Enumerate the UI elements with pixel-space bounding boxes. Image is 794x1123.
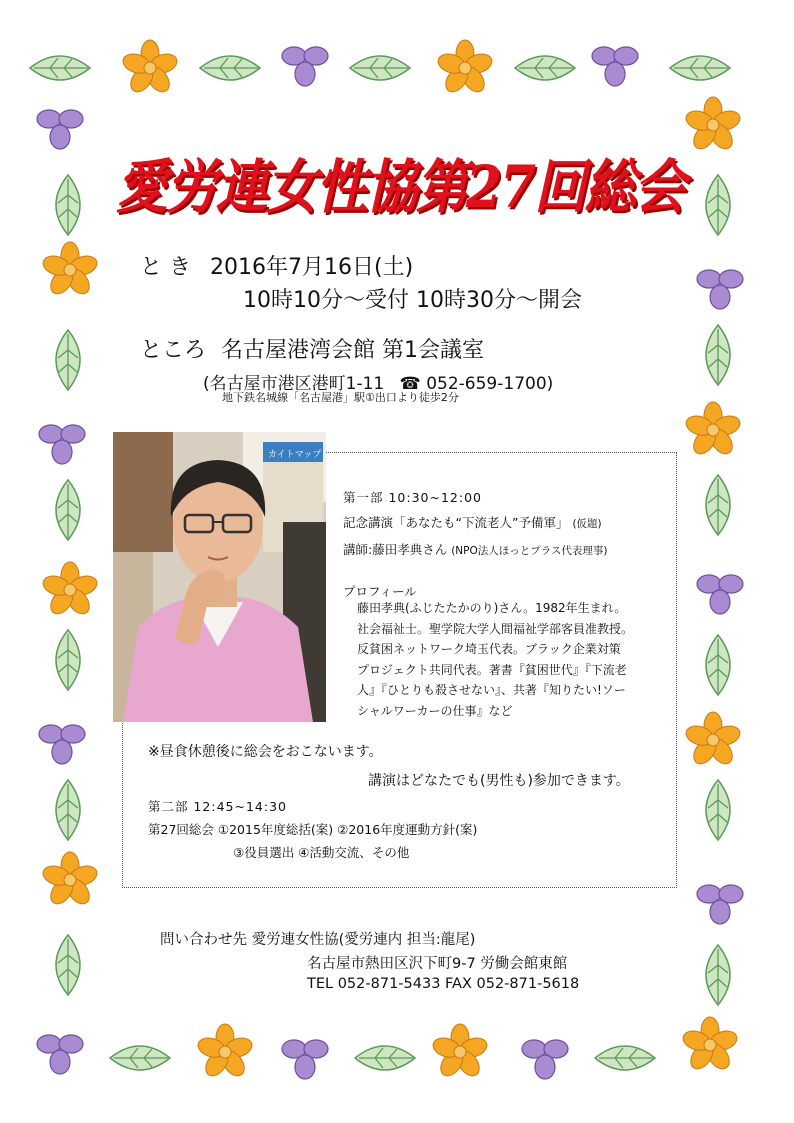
leaf-icon <box>56 935 80 995</box>
profile-line: シャルワーカーの仕事』など <box>357 703 513 718</box>
leaf-icon <box>670 56 730 80</box>
flower-icon <box>41 562 100 618</box>
flower-icon <box>121 40 180 96</box>
when-label: と き <box>140 255 191 280</box>
flower-icon <box>41 852 100 908</box>
clover-icon <box>39 425 85 464</box>
flower-icon <box>196 1024 255 1080</box>
telephone-icon: ☎ <box>399 374 421 394</box>
leaf-icon <box>706 325 730 385</box>
leaf-icon <box>706 475 730 535</box>
contact-line-1: 問い合わせ先 愛労連女性協(愛労連内 担当:龍尾) <box>160 932 476 948</box>
clover-icon <box>282 47 328 86</box>
speaker-row <box>343 540 608 558</box>
access-info: 地下鉄名城線「名古屋港」駅①出口より徒歩2分 <box>222 391 459 404</box>
contact-address: 名古屋市熱田区沢下町9-7 労働会館東館 <box>307 956 568 972</box>
lecture-note: (仮題) <box>572 518 602 530</box>
clover-icon <box>697 575 743 614</box>
clover-icon <box>37 110 83 149</box>
profile-line: 藤田孝典(ふじたたかのり)さん。1982年生まれ。 <box>357 601 627 615</box>
flower-icon <box>431 1024 490 1080</box>
leaf-icon <box>56 630 80 690</box>
profile-label: プロフィール <box>343 584 417 599</box>
clover-icon <box>592 47 638 86</box>
profile-line: 人』『ひとりも殺させない』、共著『知りたい!ソー <box>357 683 626 697</box>
speaker-name: 講師:藤田孝典さん <box>343 542 448 557</box>
leaf-icon <box>56 330 80 390</box>
flower-icon <box>684 402 743 458</box>
leaf-icon <box>515 56 575 80</box>
leaf-icon <box>355 1046 415 1070</box>
profile-line: プロジェクト共同代表。著書『貧困世代』『下流老 <box>357 662 627 677</box>
flower-icon <box>41 242 100 298</box>
leaf-icon <box>30 56 90 80</box>
clover-icon <box>282 1040 328 1079</box>
clover-icon <box>39 725 85 764</box>
open-note: 講演はどなたでも(男性も)参加できます。 <box>368 773 630 789</box>
clover-icon <box>697 270 743 309</box>
lecture-row <box>343 513 602 531</box>
venue: 名古屋港湾会館 第1会議室 <box>221 338 485 363</box>
contact-phone-fax: TEL 052-871-5433 FAX 052-871-5618 <box>307 976 580 992</box>
flower-icon <box>681 1017 740 1073</box>
where-label: ところ <box>140 338 207 363</box>
lecture-title: 記念講演「あなたも“下流老人”予備軍」 <box>343 515 569 530</box>
where-row <box>140 333 484 364</box>
leaf-icon <box>706 780 730 840</box>
clover-icon <box>37 1035 83 1074</box>
leaf-icon <box>706 945 730 1005</box>
leaf-icon <box>706 635 730 695</box>
speaker-note: (NPO法人ほっとプラス代表理事) <box>451 545 608 557</box>
leaf-icon <box>56 175 80 235</box>
when-row <box>140 250 413 281</box>
part2-agenda-2: ③役員選出 ④活動交流、その他 <box>233 845 410 860</box>
speaker-photo <box>113 432 326 722</box>
part1-heading: 第一部 10:30~12:00 <box>343 490 482 505</box>
flower-icon <box>684 712 743 768</box>
profile-line: 社会福祉士。聖学院大学人間福祉学部客員准教授。 <box>357 621 634 636</box>
profile-line: 反貧困ネットワーク埼玉代表。ブラック企業対策 <box>357 642 621 656</box>
leaf-icon <box>706 175 730 235</box>
photo-sign-text: カイトマップ <box>268 450 322 460</box>
event-time: 10時10分～受付 10時30分～開会 <box>243 288 582 313</box>
profile-text <box>357 598 633 721</box>
address: (名古屋市港区港町1-11 <box>203 374 385 394</box>
part2-agenda-1: 第27回総会 ①2015年度総括(案) ②2016年度運動方針(案) <box>148 822 478 837</box>
leaf-icon <box>595 1046 655 1070</box>
leaf-icon <box>56 480 80 540</box>
leaf-icon <box>56 780 80 840</box>
leaf-icon <box>110 1046 170 1070</box>
event-date: 2016年7月16日(土) <box>210 255 414 280</box>
clover-icon <box>522 1040 568 1079</box>
flower-icon <box>436 40 495 96</box>
phone: 052-659-1700) <box>426 374 554 394</box>
lunch-note: ※昼食休憩後に総会をおこないます。 <box>148 744 383 760</box>
clover-icon <box>697 885 743 924</box>
event-title: 愛労連女性協第27回総会 <box>115 153 685 222</box>
leaf-icon <box>200 56 260 80</box>
part2-heading: 第二部 12:45~14:30 <box>148 799 287 814</box>
leaf-icon <box>350 56 410 80</box>
